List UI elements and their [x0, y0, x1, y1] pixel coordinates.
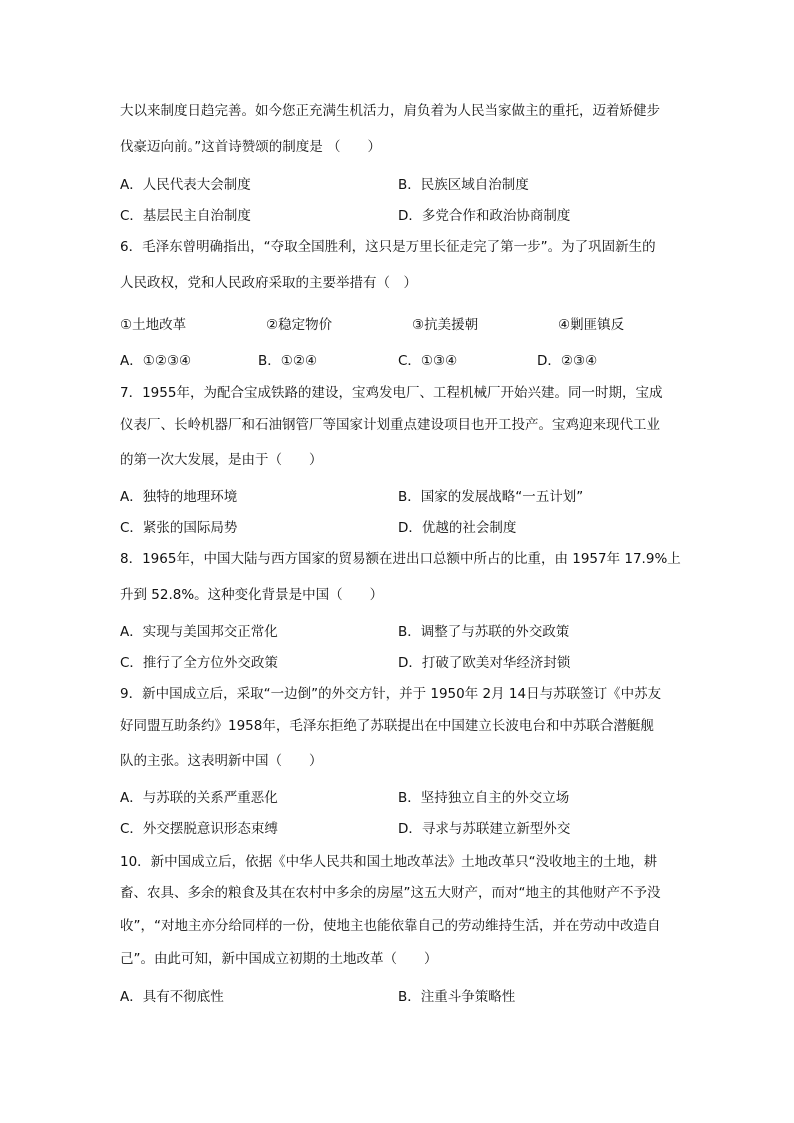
q7-stem-line-2: 仪表厂、长岭机器厂和石油钢管厂等国家计划重点建设项目也开工投产。宝鸡迎来现代工业: [120, 417, 660, 433]
q10-option-b: B．注重斗争策略性: [398, 989, 516, 1005]
q6-item-4: ④剿匪镇反: [558, 317, 625, 333]
q7-option-b: B．国家的发展战略“一五计划”: [398, 489, 584, 505]
q9-stem-line-1: 9．新中国成立后，采取“一边倒”的外交方针，并于 1950年 2月 14日与苏联签订《中苏友: [120, 686, 662, 702]
q8-option-b: B．调整了与苏联的外交政策: [398, 624, 570, 640]
q6-stem-line-2: 人民政权，党和人民政府采取的主要举措有（ ）: [120, 275, 417, 291]
q10-option-a: A．具有不彻底性: [120, 989, 224, 1005]
q5-option-a: A．人民代表大会制度: [120, 177, 251, 193]
q6-item-3: ③抗美援朝: [412, 317, 479, 333]
q6-option-b: B．①②④: [258, 353, 318, 369]
q8-stem-line-2: 升到 52.8%。这种变化背景是中国（ ）: [120, 587, 384, 603]
q5-option-c: C．基层民主自治制度: [120, 208, 251, 224]
q9-option-b: B．坚持独立自主的外交立场: [398, 790, 570, 806]
q9-option-d: D．寻求与苏联建立新型外交: [398, 821, 571, 837]
q8-option-d: D．打破了欧美对华经济封锁: [398, 655, 571, 671]
q6-item-2: ②稳定物价: [266, 317, 333, 333]
q10-stem-line-1: 10．新中国成立后，依据《中华人民共和国土地改革法》土地改革只“没收地主的土地，耕: [120, 854, 658, 870]
q5-stem-line-2: 伐豪迈向前。”这首诗赞颂的制度是 （ ）: [120, 139, 382, 155]
q5-stem-line-1: 大以来制度日趋完善。如今您正充满生机活力，肩负着为人民当家做主的重托，迈着矫健步: [120, 103, 660, 119]
q9-stem-line-2: 好同盟互助条约》1958年，毛泽东拒绝了苏联提出在中国建立长波电台和中苏联合潜艇舰: [120, 718, 654, 734]
q7-option-a: A．独特的地理环境: [120, 489, 238, 505]
q7-stem-line-1: 7．1955年，为配合宝成铁路的建设，宝鸡发电厂、工程机械厂开始兴建。同一时期，宝成: [120, 385, 663, 401]
q7-option-c: C．紧张的国际局势: [120, 520, 238, 536]
q10-stem-line-4: 己”。由此可知，新中国成立初期的土地改革（ ）: [120, 951, 438, 967]
q9-stem-line-3: 队的主张。这表明新中国（ ）: [120, 753, 323, 769]
q5-option-b: B．民族区域自治制度: [398, 177, 529, 193]
q7-stem-line-3: 的第一次大发展，是由于（ ）: [120, 452, 323, 468]
q6-option-c: C．①③④: [398, 353, 458, 369]
q9-option-c: C．外交摆脱意识形态束缚: [120, 821, 278, 837]
q8-option-a: A．实现与美国邦交正常化: [120, 624, 278, 640]
q6-option-d: D．②③④: [537, 353, 598, 369]
q9-option-a: A．与苏联的关系严重恶化: [120, 790, 278, 806]
q6-stem-line-1: 6．毛泽东曾明确指出，“夺取全国胜利，这只是万里长征走完了第一步”。为了巩固新生的: [120, 239, 656, 255]
q8-stem-line-1: 8．1965年，中国大陆与西方国家的贸易额在进出口总额中所占的比重，由 1957年 17.9%上: [120, 551, 681, 567]
q7-option-d: D．优越的社会制度: [398, 520, 517, 536]
q6-option-a: A．①②③④: [120, 353, 192, 369]
q8-option-c: C．推行了全方位外交政策: [120, 655, 278, 671]
q5-option-d: D．多党合作和政治协商制度: [398, 208, 571, 224]
q10-stem-line-3: 收”，“对地主亦分给同样的一份，使地主也能依靠自己的劳动维持生活，并在劳动中改造自: [120, 918, 661, 934]
q10-stem-line-2: 畜、农具、多余的粮食及其在农村中多余的房屋”这五大财产，而对“地主的其他财产不予没: [120, 885, 661, 901]
q6-item-1: ①土地改革: [120, 317, 187, 333]
